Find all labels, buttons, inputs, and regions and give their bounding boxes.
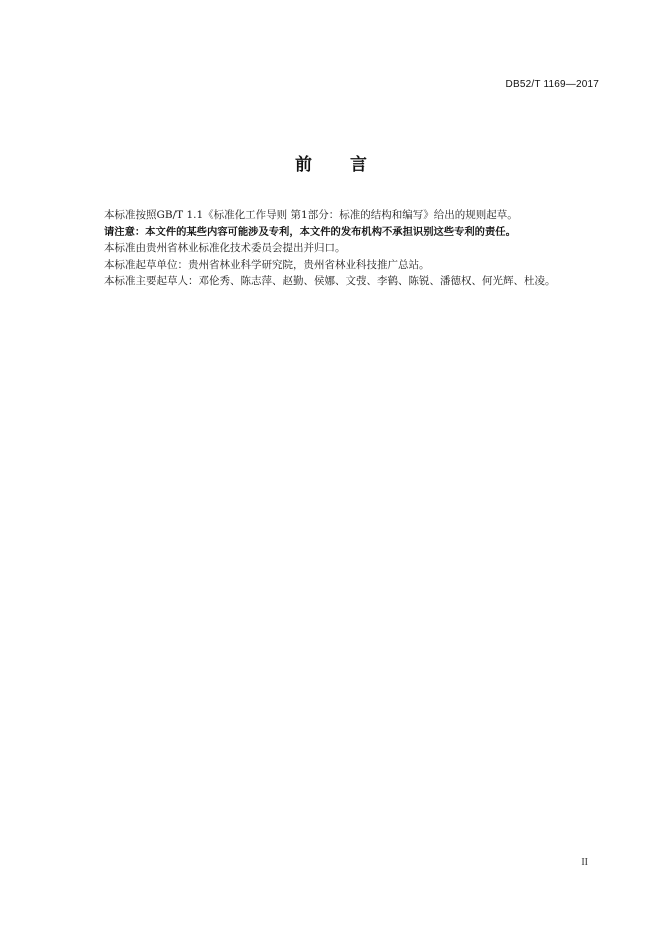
- section-title: [0, 150, 662, 175]
- section-title-part1: 前: [295, 155, 312, 175]
- paragraph-drafting-rules: 本标准按照GB/T 1.1《标准化工作导则 第1部分：标准的结构和编写》给出的规则起草。: [104, 209, 518, 221]
- paragraph-drafting-units: 本标准起草单位：贵州省林业科学研究院，贵州省林业科技推广总站。: [104, 258, 430, 271]
- standard-code: DB52/T 1169—2017: [505, 79, 599, 90]
- paragraph-drafters: 本标准主要起草人：邓伦秀、陈志萍、赵勤、侯娜、文弢、李鹤、陈锐、潘德权、何光辉、杜凌。: [104, 275, 556, 287]
- section-title-part2: 言: [350, 155, 367, 175]
- page-number: II: [581, 857, 588, 868]
- paragraph-proposer: 本标准由贵州省林业标准化技术委员会提出并归口。: [104, 242, 346, 254]
- foreword-body: [104, 207, 604, 290]
- paragraph-patent-notice: 请注意：本文件的某些内容可能涉及专利，本文件的发布机构不承担识别这些专利的责任。: [104, 225, 516, 238]
